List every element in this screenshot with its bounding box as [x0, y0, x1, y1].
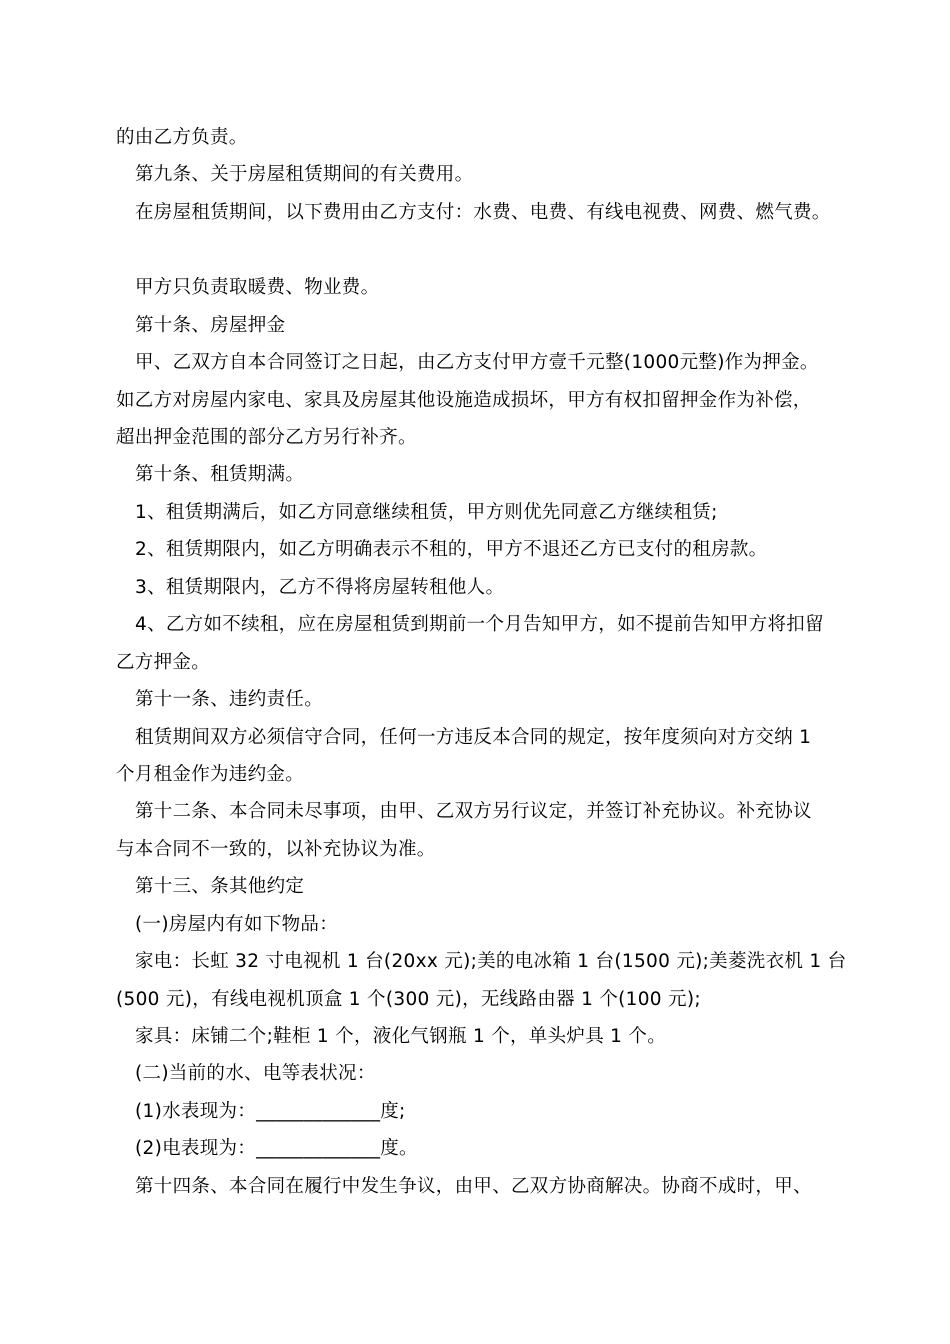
text-line: 的由乙方负责。 — [116, 127, 248, 148]
text-line: 租赁期间双方必须信守合同，任何一方违反本合同的规定，按年度须向对方交纳 1 — [135, 727, 812, 748]
text-line: 甲方只负责取暖费、物业费。 — [135, 277, 380, 298]
text-line: 家具：床铺二个;鞋柜 1 个，液化气钢瓶 1 个，单头炉具 1 个。 — [135, 1026, 667, 1047]
article-10b-heading: 第十条、租赁期满。 — [135, 464, 305, 485]
text-line: 甲、乙双方自本合同签订之日起，由乙方支付甲方壹千元整(1000元整)作为押金。 — [135, 352, 819, 373]
list-item: 1、租赁期满后，如乙方同意继续租赁，甲方则优先同意乙方继续租赁; — [135, 502, 718, 523]
list-item: 2、租赁期限内，如乙方明确表示不租的，甲方不退还乙方已支付的租房款。 — [135, 539, 768, 560]
text-line: 如乙方对房屋内家电、家具及房屋其他设施造成损坏，甲方有权扣留押金作为补偿， — [116, 390, 812, 411]
text-line: 家电：长虹 32 寸电视机 1 台(20xx 元);美的电冰箱 1 台(1500 元);美菱洗衣机 1 台 — [135, 951, 847, 972]
text-line: 乙方押金。 — [116, 652, 211, 673]
text-line: 超出押金范围的部分乙方另行补齐。 — [116, 427, 417, 448]
meter-water-line: (1)水表现为：_____________度; — [135, 1101, 406, 1122]
text-line: 个月租金作为违约金。 — [116, 764, 305, 785]
article-11-heading: 第十一条、违约责任。 — [135, 689, 324, 710]
article-13-heading: 第十三、条其他约定 — [135, 876, 305, 897]
article-12-heading: 第十二条、本合同未尽事项，由甲、乙双方另行议定，并签订补充协议。补充协议 — [135, 801, 812, 822]
sub-heading: (二)当前的水、电等表状况： — [135, 1063, 376, 1084]
text-line: 与本合同不一致的，以补充协议为准。 — [116, 839, 436, 860]
article-10-heading: 第十条、房屋押金 — [135, 315, 286, 336]
list-item: 4、乙方如不续租，应在房屋租赁到期前一个月告知甲方，如不提前告知甲方将扣留 — [135, 614, 824, 635]
meter-electric-line: (2)电表现为：_____________度。 — [135, 1138, 418, 1159]
article-14-heading: 第十四条、本合同在履行中发生争议，由甲、乙双方协商解决。协商不成时，甲、 — [135, 1176, 812, 1197]
text-line: 在房屋租赁期间，以下费用由乙方支付：水费、电费、有线电视费、网费、燃气费。 — [135, 202, 831, 223]
article-9-heading: 第九条、关于房屋租赁期间的有关费用。 — [135, 164, 474, 185]
sub-heading: (一)房屋内有如下物品： — [135, 914, 339, 935]
text-line: (500 元)，有线电视机顶盒 1 个(300 元)，无线路由器 1 个(100 元); — [116, 989, 701, 1010]
list-item: 3、租赁期限内，乙方不得将房屋转租他人。 — [135, 577, 505, 598]
